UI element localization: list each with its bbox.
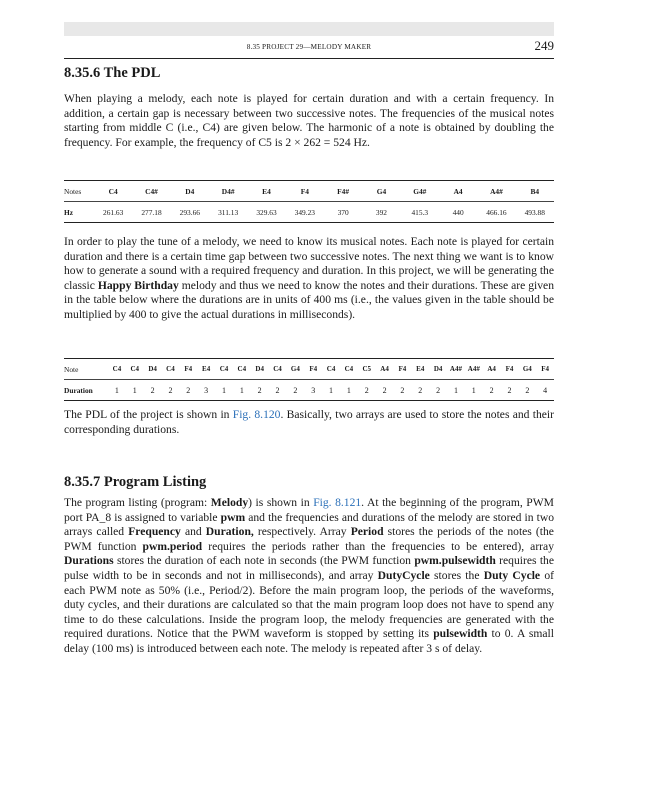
text: pwm.pulsewidth [414,554,496,568]
section-heading-program-listing: 8.35.7 Program Listing [64,474,207,490]
melody-note-cell: F4 [505,365,514,373]
note-cell: D4 [185,186,195,196]
melody-duration-cell: 1 [114,385,119,395]
text: Frequency [128,525,181,539]
melody-duration-cell: 2 [436,385,441,395]
melody-duration-cell: 2 [400,385,405,395]
text: Period [350,525,384,539]
freq-cell: 277.18 [141,207,162,217]
melody-note-cell: C5 [362,365,372,373]
paragraph-pdl-ref [64,408,554,437]
melody-note-cell: C4 [130,365,140,373]
text: ) is shown in [248,496,310,509]
note-cell: C4# [145,186,158,196]
text: stores the periods of the notes (the PWM function [64,525,554,553]
melody-note-cell: A4 [380,365,389,373]
text: to 0. A small delay (100 ms) is introduced between each note. The melody is repeated after 3 s of delay. [64,627,555,655]
pdl-ref-end: . Basically, two arrays are used to store the notes and their corresponding durations. [64,408,554,436]
freq-cell: 466.16 [486,207,507,217]
note-cell: B4 [530,186,540,196]
melody-duration-cell: 1 [239,385,244,395]
text: pwm [220,510,246,524]
text: pwm.period [142,539,203,553]
melody-note-cell: E4 [416,365,425,373]
freq-cell: 415.3 [411,207,429,217]
melody-note-cell: G4 [290,365,300,373]
freq-cell: 440 [452,207,464,217]
melody-duration-cell: 2 [418,385,423,395]
melody-note-cell: A4 [487,365,496,373]
melody-duration-cell: 1 [471,385,476,395]
melody-note-cell: C4 [326,365,336,373]
paragraph-intro: When playing a melody, each note is played for certain duration and with a certain frequency. In addition, a certain gap is necessary between two successive notes. The frequencies of the musical notes starting from middle C (i.e., C4) are given below. The harmonic of a note is obtained by doubling the frequency. For example, the frequency of C5 is 2 × 262 = 524 Hz. [64,92,554,149]
happy-birthday-bold: Happy Birthday [97,278,179,292]
melody-duration-cell: 2 [186,385,191,395]
frequency-table [64,180,554,223]
text: . At the beginning of the program, PWM port PA_8 is assigned to variable [64,496,554,524]
melody-note-cell: F4 [184,365,193,373]
freq-cell: 370 [337,207,349,217]
freq-cell: 392 [375,207,387,217]
melody-table [64,358,554,401]
note-cell: G4 [376,186,387,196]
running-header [64,38,554,59]
melody-duration-cell: 2 [364,385,369,395]
melody-note-cell: D4 [148,365,157,373]
note-cell: E4 [262,186,271,196]
table-row-hz [64,202,554,222]
section-heading-pdl: 8.35.6 The PDL [64,65,161,81]
figure-link-8-121[interactable]: Fig. 8.121 [313,496,362,509]
running-title: 8.35 PROJECT 29—MELODY MAKER [246,43,372,51]
table-row-notes [64,181,554,202]
text: and [184,525,202,539]
text: requires the periods rather than the frequencies to be entered), array [208,539,554,553]
melody-note-cell: C4 [166,365,175,373]
text: and the frequencies and durations of the melody are stored in two arrays called [64,510,555,539]
text: Duty Cycle [483,568,541,582]
melody-note-cell: C4 [219,365,229,373]
melody-duration-cell: 3 [204,385,209,395]
note-cell: A4# [490,186,503,196]
melody-duration-cell: 1 [132,385,137,395]
page-number: 249 [534,38,554,53]
row-label-note: Note [64,364,79,374]
text: of each PWM note as 50% (i.e., Period/2). Before the main program loop, the periods of the waveforms, duty cycles, and their durations are calculated so that the main program loop does not have to spend any time to do these calculations. Inside the program loop, the melody frequencies are generated with the required durations. Notice that the PWM waveform is stopped by setting its [64,568,554,641]
row-label-duration: Duration [64,385,93,395]
melody-note-cell: E4 [202,365,211,373]
table-row-note [64,359,554,380]
text: DutyCycle [377,568,430,582]
note-cell: F4# [337,186,350,196]
freq-cell: 349.23 [294,207,315,217]
melody-note-cell: F4 [309,365,318,373]
paragraph-program-listing [64,496,554,657]
freq-cell: 261.63 [103,207,124,217]
note-cell: F4 [300,186,309,196]
melody-note-cell: F4 [541,365,550,373]
melody-duration-cell: 2 [489,385,494,395]
melody-duration-cell: 2 [275,385,280,395]
text: Durations [64,554,114,568]
melody-duration-cell: 2 [257,385,262,395]
text: stores the [434,568,480,582]
melody-note-cell: C4 [273,365,282,373]
text: The program listing (program: [64,496,208,509]
melody-duration-cell: 3 [311,385,316,395]
melody-note-cell: C4 [237,365,247,373]
melody-duration-cell: 4 [543,385,548,395]
paragraph-melody-end: melody and thus we need to know the notes and their durations. These are given in the table below where the durations are in units of 400 ms (i.e., the values given in the table should be multiplied by 400 to give the actual durations in milliseconds). [64,278,554,321]
melody-note-cell: A4# [449,365,462,373]
top-gray-bar [64,22,554,36]
melody-duration-cell: 1 [221,385,226,395]
text: respectively. Array [257,525,347,539]
melody-note-cell: C4 [344,365,354,373]
melody-duration-cell: 1 [453,385,458,395]
melody-duration-cell: 2 [382,385,387,395]
melody-duration-cell: 2 [507,385,512,395]
row-label-hz: Hz [64,207,74,217]
melody-note-cell: F4 [398,365,407,373]
melody-duration-cell: 1 [346,385,351,395]
note-cell: D4# [221,186,235,196]
melody-duration-cell: 2 [293,385,298,395]
freq-cell: 329.63 [256,207,277,217]
freq-cell: 293.66 [179,207,200,217]
text: pulsewidth [433,627,488,641]
melody-duration-cell: 2 [525,385,530,395]
paragraph-melody [64,235,554,323]
text: requires the pulse width to be in seconds and not in milliseconds), and array [64,554,554,582]
melody-note-cell: D4 [255,365,264,373]
freq-cell: 493.88 [524,207,545,217]
melody-note-cell: D4 [433,365,443,373]
pdl-ref-text: The PDL of the project is shown in [64,408,230,421]
melody-note-cell: C4 [112,365,122,373]
note-cell: C4 [108,186,118,196]
melody-duration-cell: 1 [329,385,334,395]
note-cell: A4 [453,186,463,196]
note-cell: G4# [413,186,427,196]
melody-duration-cell: 2 [168,385,173,395]
melody-duration-cell: 2 [150,385,155,395]
paragraph-melody-text: In order to play the tune of a melody, we need to know its musical notes. Each note is played for certain duration and there is a certain time gap between two successive notes. The next thing we want is to know how to generate a sound with a required frequency and duration. In this project, we will be generating the classic [64,235,554,292]
table-row-duration [64,380,554,400]
text: Melody [210,496,249,509]
melody-note-cell: A4# [467,365,480,373]
melody-note-cell: G4 [522,365,532,373]
figure-link-8-120[interactable]: Fig. 8.120 [232,408,281,421]
text: Duration, [205,525,254,539]
row-label-notes: Notes [64,186,82,196]
text: stores the duration of each note in seconds (the PWM function [116,554,411,568]
freq-cell: 311.13 [218,207,239,217]
